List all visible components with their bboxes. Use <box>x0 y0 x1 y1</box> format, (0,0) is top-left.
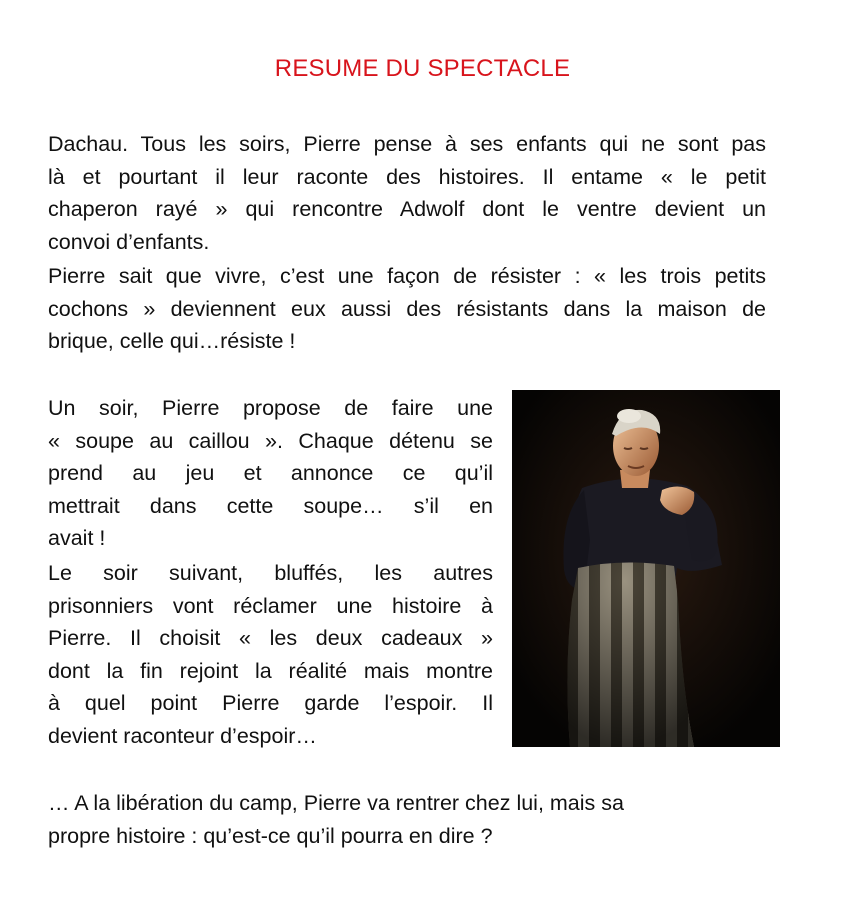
paragraph-resist <box>48 260 766 358</box>
paragraph-intro <box>48 128 766 258</box>
text-line: là et pourtant il leur raconte des histoires. Il entame « le petit <box>48 164 766 189</box>
text-line: brique, celle qui…résiste ! <box>48 329 296 353</box>
performer-photo <box>512 390 780 747</box>
text-line: « soupe au caillou ». Chaque détenu se <box>48 428 493 453</box>
text-line: Pierre sait que vivre, c’est une façon de résister : « les trois petits <box>48 264 766 288</box>
text-line: propre histoire : qu’est-ce qu’il pourra en dire ? <box>48 823 493 848</box>
text-line: Un soir, Pierre propose de faire une <box>48 396 493 420</box>
text-line: prisonniers vont réclamer une histoire à <box>48 593 493 618</box>
paragraph-soup <box>48 392 493 555</box>
text-line: avait ! <box>48 526 106 550</box>
text-line: devient raconteur d’espoir… <box>48 723 317 748</box>
page-title: RESUME DU SPECTACLE <box>274 55 571 82</box>
text-line: mettrait dans cette soupe… s’il en <box>48 493 493 518</box>
text-line: à quel point Pierre garde l’espoir. Il <box>48 691 493 715</box>
paragraph-liberation <box>48 787 766 852</box>
text-line: Dachau. Tous les soirs, Pierre pense à ses enfants qui ne sont pas <box>48 132 766 156</box>
paragraph-gifts <box>48 557 493 752</box>
text-line: convoi d’enfants. <box>48 229 210 254</box>
performer-illustration <box>512 390 780 747</box>
text-line: chaperon rayé » qui rencontre Adwolf dont le ventre devient un <box>48 197 766 221</box>
text-line: dont la fin rejoint la réalité mais montre <box>48 658 493 683</box>
text-line: … A la libération du camp, Pierre va rentrer chez lui, mais sa <box>48 791 624 815</box>
text-line: cochons » deviennent eux aussi des résistants dans la maison de <box>48 296 766 321</box>
text-line: prend au jeu et annonce ce qu’il <box>48 461 493 485</box>
text-line: Le soir suivant, bluffés, les autres <box>48 561 493 585</box>
text-line: Pierre. Il choisit « les deux cadeaux » <box>48 626 493 650</box>
